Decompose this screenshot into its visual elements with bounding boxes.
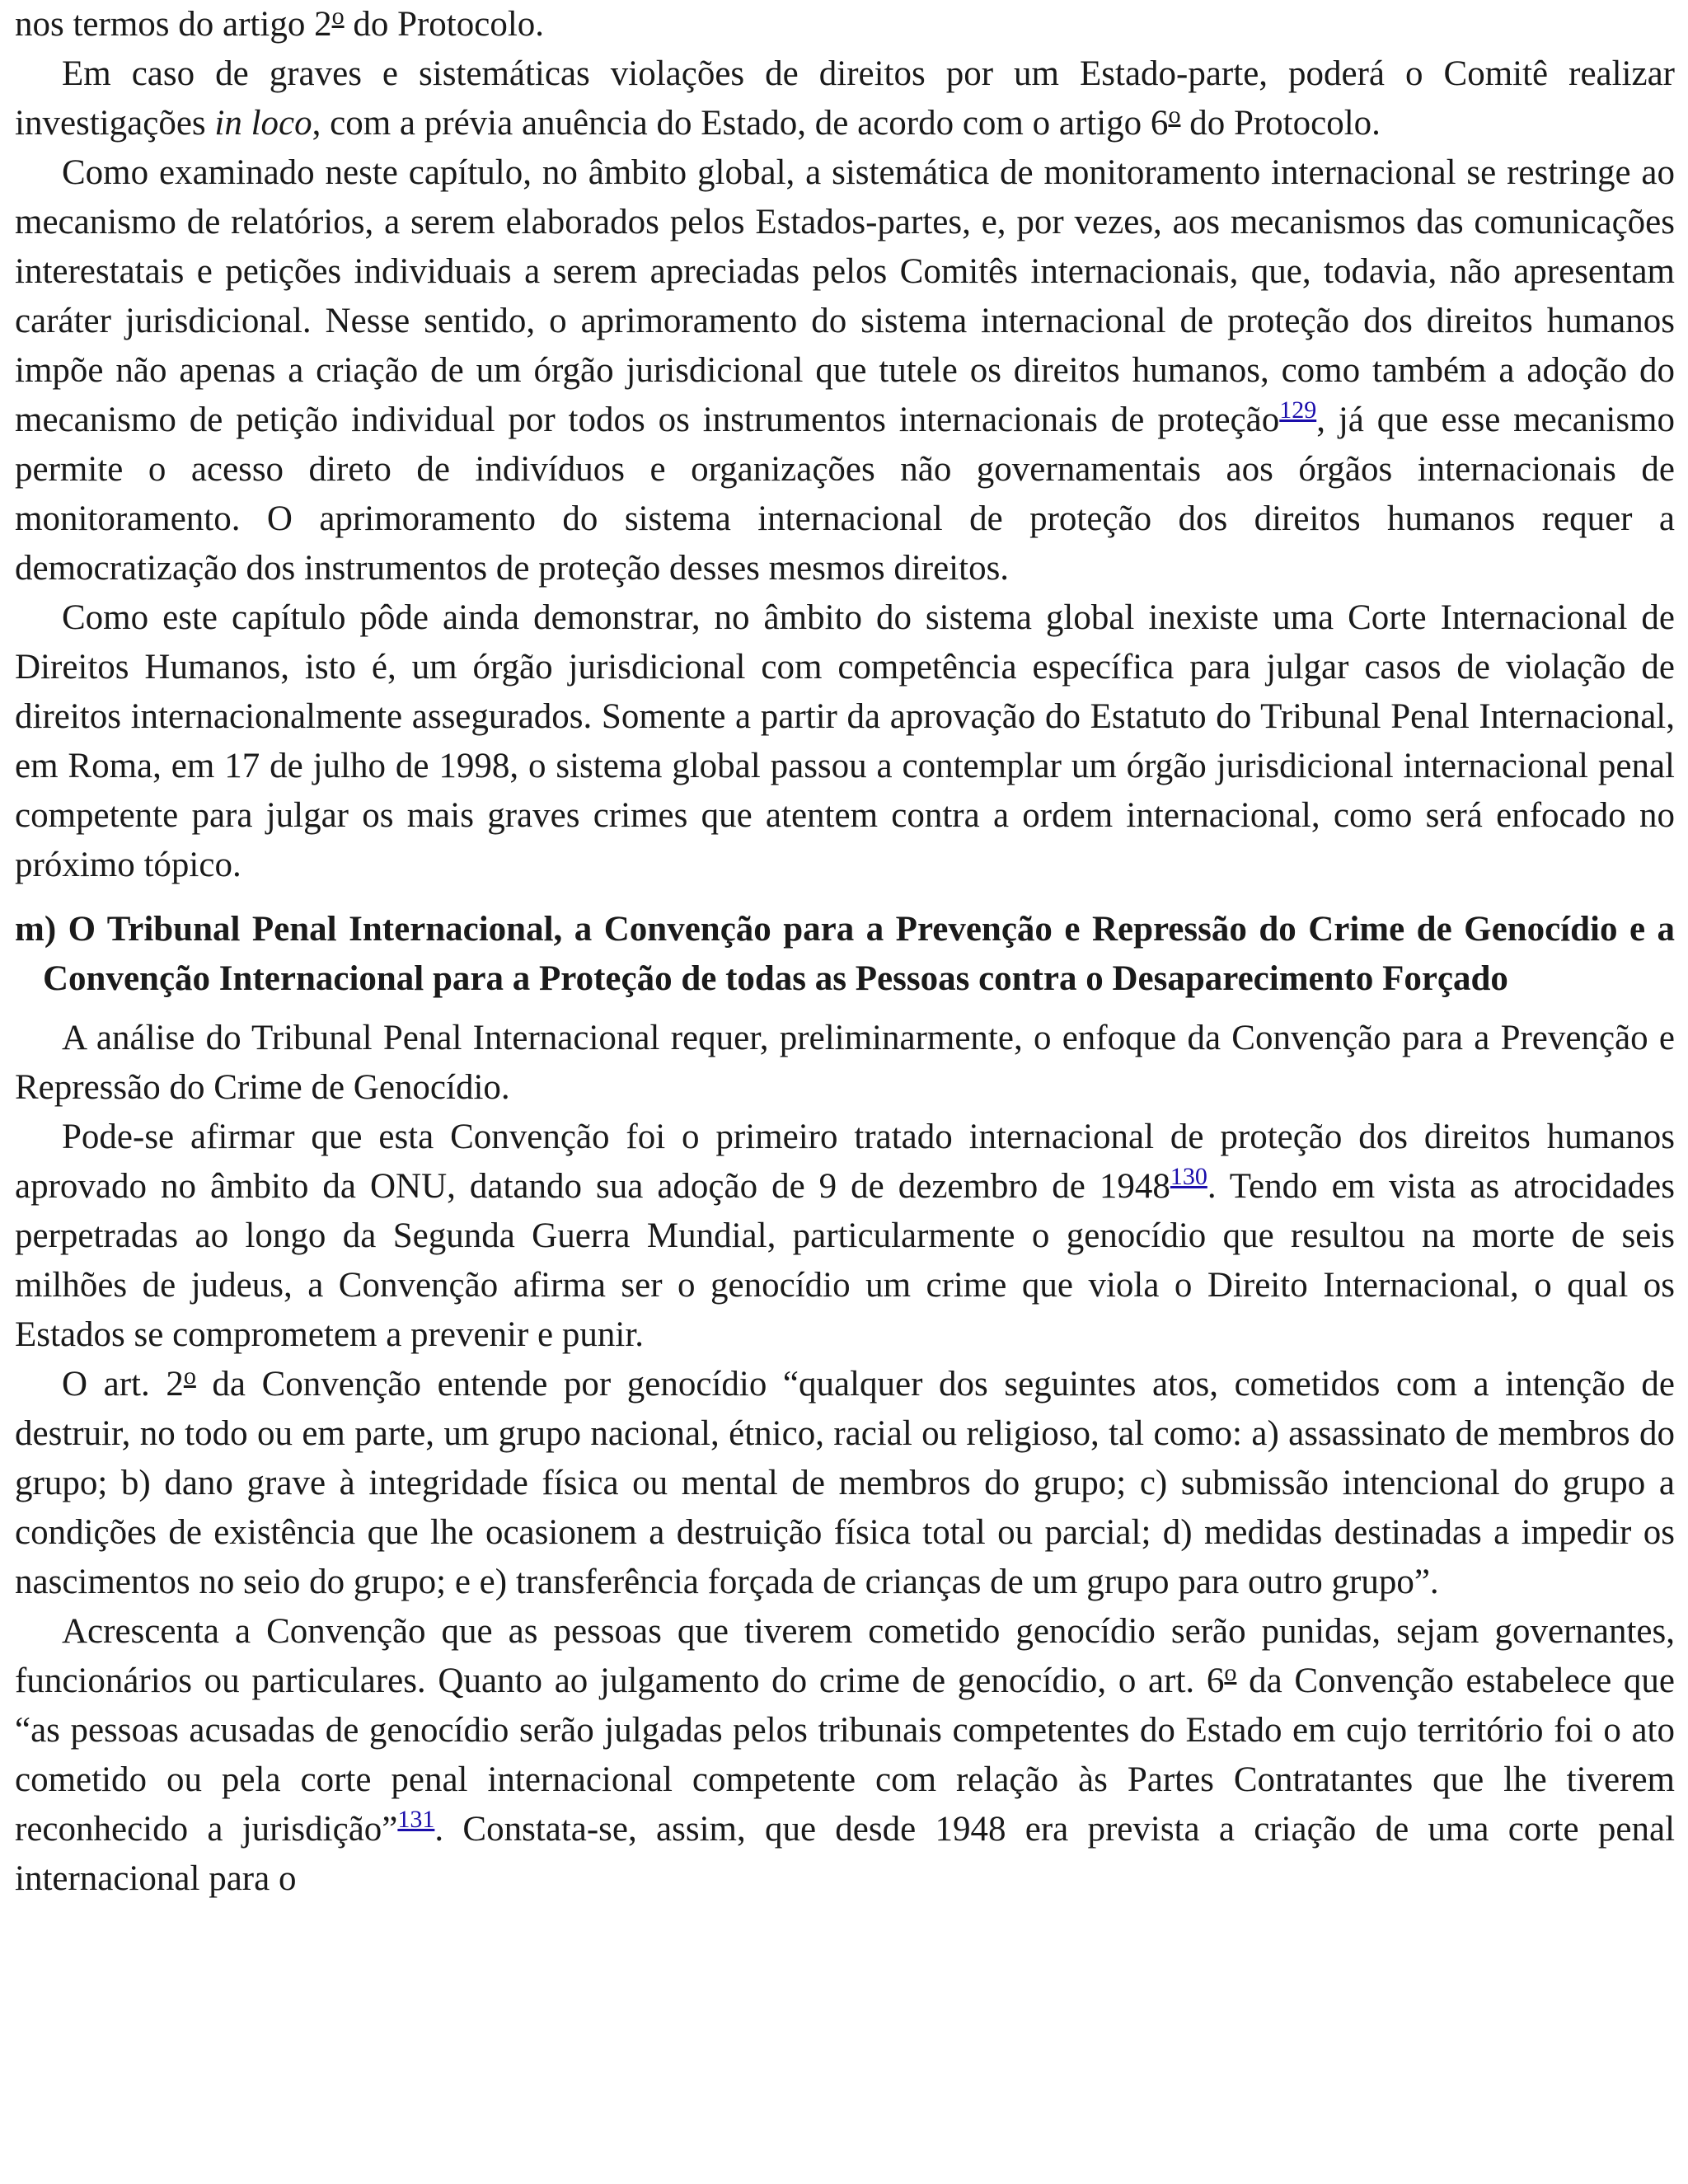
paragraph-art-2 <box>15 1360 1675 1607</box>
paragraph-convencao-genocidio <box>15 1113 1675 1360</box>
section-heading: m) O Tribunal Penal Internacional, a Convenção para a Prevenção e Repressão do Crime de Genocídio e a Convenção Internacional para a Proteção de todas as Pessoas contra o Desaparecimento Forçado <box>15 910 1675 998</box>
text-run: . Constata-se, assim, que desde 1948 era prevista a criação de uma corte penal internacional para o <box>15 1810 1676 1898</box>
text-run: da Convenção entende por genocídio “qualquer dos seguintes atos, cometidos com a intenção de destruir, no todo ou em parte, um grupo nacional, étnico, racial ou religioso, tal como: a) assassinato de membros do grupo; b) dano grave à integridade física ou mental de membros do grupo; c) submissão intencional do grupo a condições de existência que lhe ocasionem a destruição física total ou parcial; d) medidas destinadas a impedir os nascimentos no seio do grupo; e e) transferência forçada de crianças de um grupo para outro grupo”. <box>15 1365 1676 1601</box>
text-run: , com a prévia anuência do Estado, de acordo com o artigo 6 <box>312 104 1169 143</box>
text-run: , já que esse mecanismo permite o acesso direto de indivíduos e organizações não governamentais aos órgãos internacionais de monitoramento. O aprimoramento do sistema internacional de proteção dos direitos humanos requer a democratização dos instrumentos de proteção desses mesmos direitos. <box>15 401 1675 588</box>
paragraph-art-6 <box>15 1607 1675 1904</box>
text-run: . Tendo em vista as atrocidades perpetradas ao longo da Segunda Guerra Mundial, particularmente o genocídio que resultou na morte de seis milhões de judeus, a Convenção afirma ser o genocídio um crime que viola o Direito Internacional, o qual os Estados se comprometem a prevenir e punir. <box>15 1167 1675 1354</box>
text-run: do Protocolo. <box>344 5 545 44</box>
text-run: Em caso de graves e sistemáticas violações de direitos por um Estado-parte, poderá o Comitê realizar investigações <box>15 54 1675 143</box>
text-run: Pode-se afirmar que esta Convenção foi o primeiro tratado internacional de proteção dos direitos humanos aprovado no âmbito da ONU, datando sua adoção de 9 de dezembro de 1948 <box>15 1118 1675 1206</box>
footnote-link-130[interactable]: 130 <box>1170 1163 1207 1190</box>
paragraph-investigacoes <box>15 49 1675 148</box>
text-run: O art. 2 <box>62 1365 184 1404</box>
text-run: Como este capítulo pôde ainda demonstrar, no âmbito do sistema global inexiste uma Corte Internacional de Direitos Humanos, isto é, um órgão jurisdicional com competência específica para julgar casos de violação de direitos internacionalmente assegurados. Somente a partir da aprovação do Estatuto do Tribunal Penal Internacional, em Roma, em 17 de julho de 1998, o sistema global passou a contemplar um órgão jurisdicional internacional penal competente para julgar os mais graves crimes que atentem contra a ordem internacional, como será enfocado no próximo tópico. <box>15 598 1675 884</box>
ordinal-indicator: o <box>183 1362 196 1390</box>
text-run: Acrescenta a Convenção que as pessoas que tiverem cometido genocídio serão punidas, sejam governantes, funcionários ou particulares. Quanto ao julgamento do crime de genocídio, o art. 6 <box>15 1612 1675 1700</box>
text-run: Como examinado neste capítulo, no âmbito global, a sistemática de monitoramento internacional se restringe ao mecanismo de relatórios, a serem elaborados pelos Estados-partes, e, por vezes, aos mecanismos das comunicações interestatais e petições individuais a serem apreciadas pelos Comitês internacionais, que, todavia, não apresentam caráter jurisdicional. Nesse sentido, o aprimoramento do sistema internacional de proteção dos direitos humanos impõe não apenas a criação de um órgão jurisdicional que tutele os direitos humanos, como também a adoção do mecanismo de petição individual por todos os instrumentos internacionais de proteção <box>15 153 1675 439</box>
footnote-link-131[interactable]: 131 <box>397 1806 435 1833</box>
text-run: do Protocolo. <box>1180 104 1381 143</box>
text-run: A análise do Tribunal Penal Internacional requer, preliminarmente, o enfoque da Convenção para a Prevenção e Repressão do Crime de Genocídio. <box>15 1019 1675 1107</box>
italic-term: in loco <box>214 104 312 143</box>
text-run: nos termos do artigo 2 <box>15 5 332 44</box>
paragraph-monitoramento <box>15 148 1675 593</box>
ordinal-indicator: o <box>1224 1659 1237 1686</box>
ordinal-indicator: o <box>1168 101 1181 129</box>
paragraph-analise-tpi <box>15 1014 1675 1113</box>
text-run: da Convenção estabelece que “as pessoas acusadas de genocídio serão julgadas pelos tribunais competentes do Estado em cujo território foi o ato cometido ou pela corte penal internacional competente com relação às Partes Contratantes que lhe tiverem reconhecido a jurisdição” <box>15 1661 1675 1849</box>
paragraph-continuation <box>15 0 1675 49</box>
paragraph-corte-internacional <box>15 593 1675 890</box>
footnote-link-129[interactable]: 129 <box>1279 396 1317 424</box>
ordinal-indicator: o <box>331 2 345 30</box>
